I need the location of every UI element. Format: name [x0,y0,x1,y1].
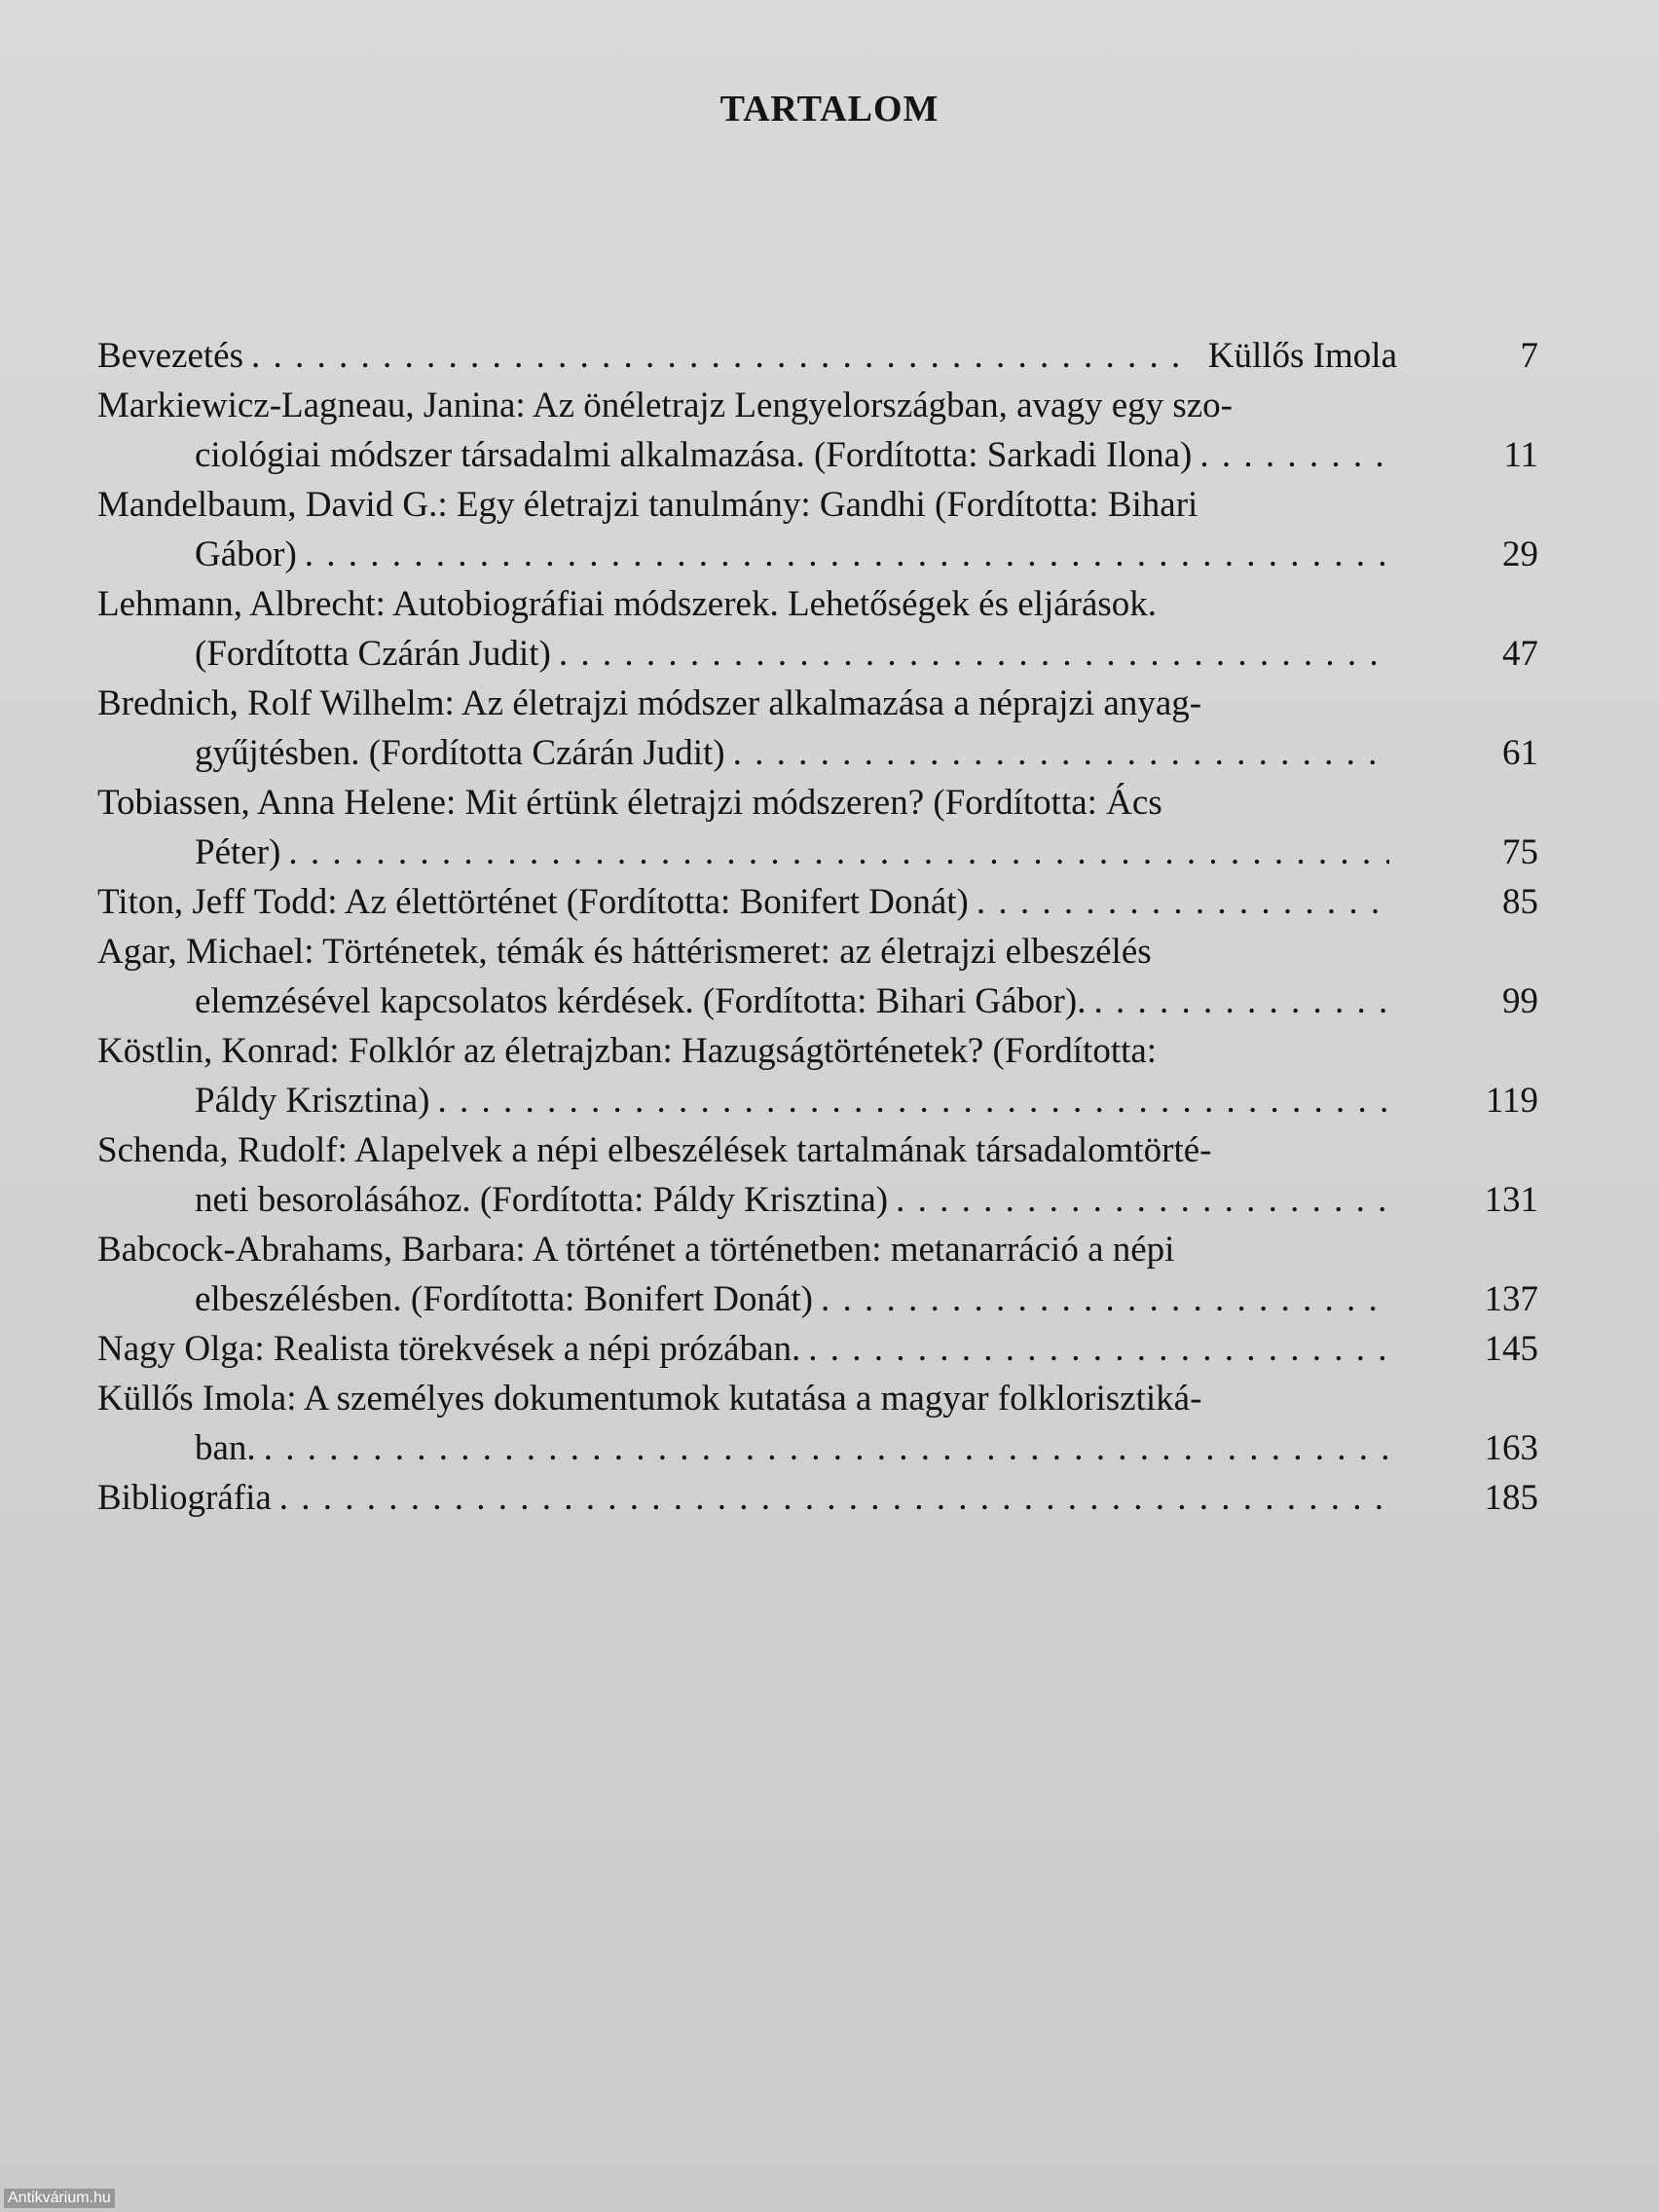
toc-entry-text: Tobiassen, Anna Helene: Mit értünk életrajzi módszeren? (Fordította: Ács [97,783,1162,823]
toc-entry-text: Bevezetés [97,336,243,376]
toc-entry-text: ciológiai módszer társadalmi alkalmazása. (Fordította: Sarkadi Ilona) [195,435,1193,475]
toc-entry-text: Köstlin, Konrad: Folklór az életrajzban: Hazugságtörténetek? (Fordította: [97,1031,1158,1071]
toc-page-number: 75 [1502,832,1538,872]
toc-entry-text: Nagy Olga: Realista törekvések a népi prózában. [97,1329,801,1369]
toc-entry-text: Bibliográfia [97,1478,272,1518]
toc-entry [97,1125,1538,1225]
toc-entry-text: Agar, Michael: Történetek, témák és háttérismeret: az életrajzi elbeszélés [97,932,1152,972]
toc-entry-text: Mandelbaum, David G.: Egy életrajzi tanulmány: Gandhi (Fordította: Bihari [97,485,1198,525]
dot-leader [437,1076,1389,1125]
dot-leader [251,331,1195,381]
toc-page-number: 47 [1502,634,1538,674]
toc-page-number: 185 [1484,1478,1538,1518]
toc-entry-editor: Küllős Imola [1207,336,1397,376]
toc-entry [97,927,1538,1026]
toc-entry-text: Titon, Jeff Todd: Az élettörténet (Fordította: Bonifert Donát) [97,882,969,922]
dot-leader [279,1473,1389,1523]
toc-entry-text: elbeszélésben. (Fordította: Bonifert Donát) [195,1279,813,1319]
toc-entry [97,1473,1538,1523]
toc-entry [97,381,1538,480]
toc-entry [97,778,1538,877]
toc-entry-text: Brednich, Rolf Wilhelm: Az életrajzi módszer alkalmazása a néprajzi anyag- [97,683,1202,723]
toc-entry [97,1374,1538,1473]
toc-entry [97,1324,1538,1374]
toc-page-number: 11 [1503,435,1538,475]
dot-leader [1199,430,1389,480]
toc-entry [97,1225,1538,1324]
table-of-contents [97,331,1538,1523]
toc-page-number: 119 [1485,1081,1538,1121]
toc-entry [97,877,1538,927]
toc-entry [97,1026,1538,1125]
toc-page-number: 85 [1502,882,1538,922]
toc-page-number: 145 [1484,1329,1538,1369]
page-title: TARTALOM [719,89,940,129]
toc-entry-text: gyűjtésben. (Fordította Czárán Judit) [195,733,725,773]
toc-entry-text: elemzésével kapcsolatos kérdések. (Fordította: Bihari Gábor). [195,981,1087,1021]
watermark: Antikvárium.hu [4,2189,115,2208]
dot-leader [264,1423,1389,1473]
toc-entry-text: ban. [195,1428,256,1468]
toc-entry-text: Schenda, Rudolf: Alapelvek a népi elbeszélések tartalmának társadalomtörté- [97,1130,1212,1170]
dot-leader [733,728,1389,778]
toc-page-number: 137 [1484,1279,1538,1319]
toc-entry-text: Páldy Krisztina) [195,1081,430,1121]
toc-entry-text: Péter) [195,832,281,872]
dot-leader [977,877,1389,927]
toc-entry-text: Babcock-Abrahams, Barbara: A történet a történetben: metanarráció a népi [97,1230,1175,1270]
toc-entry [97,579,1538,679]
toc-entry [97,679,1538,778]
toc-page-number: 99 [1502,981,1538,1021]
toc-page-number: 131 [1484,1180,1538,1220]
toc-entry [97,331,1538,381]
dot-leader [821,1274,1389,1324]
dot-leader [808,1324,1389,1374]
toc-entry [97,480,1538,579]
toc-page-number: 29 [1502,535,1538,574]
dot-leader [559,629,1389,679]
toc-entry-text: (Fordította Czárán Judit) [195,634,551,674]
toc-entry-text: Lehmann, Albrecht: Autobiográfiai módszerek. Lehetőségek és eljárások. [97,584,1158,624]
dot-leader [288,828,1389,877]
toc-entry-text: Gábor) [195,535,297,574]
toc-entry-text: Küllős Imola: A személyes dokumentumok kutatása a magyar folklorisztiká- [97,1379,1202,1419]
dot-leader [896,1175,1389,1225]
toc-entry-text: Markiewicz-Lagneau, Janina: Az önéletrajz Lengyelországban, avagy egy szo- [97,386,1234,425]
toc-page-number: 163 [1484,1428,1538,1468]
toc-page-number: 7 [1520,336,1538,376]
dot-leader [1093,977,1389,1026]
toc-entry-text: neti besorolásához. (Fordította: Páldy Krisztina) [195,1180,889,1220]
dot-leader [305,530,1389,579]
toc-page-number: 61 [1502,733,1538,773]
